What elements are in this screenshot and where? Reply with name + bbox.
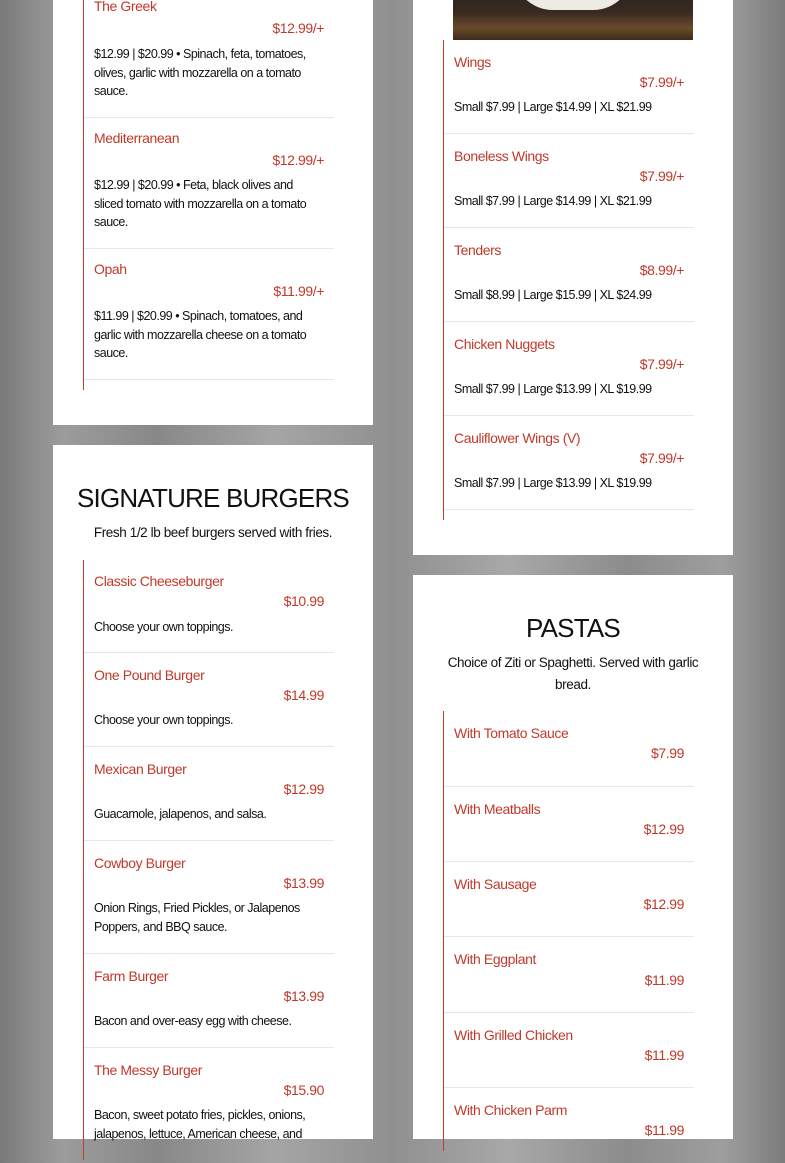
menu-item-price: $12.99/+ [272, 152, 324, 168]
menu-item-description: Bacon and over-easy egg with cheese. [94, 1014, 292, 1028]
menu-item-description: Choose your own toppings. [94, 620, 233, 634]
menu-item-price: $12.99/+ [272, 20, 324, 36]
menu-item[interactable] [444, 40, 694, 134]
menu-item-name: With Chicken Parm [454, 1102, 568, 1118]
menu-item-price: $11.99 [644, 1047, 684, 1063]
menu-item-price: $13.99 [283, 988, 324, 1004]
menu-item-description: Small $7.99 | Large $13.99 | XL $19.99 [454, 382, 652, 396]
menu-item[interactable] [84, 1048, 334, 1158]
menu-item-price: $13.99 [283, 875, 324, 891]
menu-item-price: $14.99 [283, 687, 324, 703]
menu-item[interactable] [84, 560, 334, 653]
menu-item-description: Small $7.99 | Large $14.99 | XL $21.99 [454, 194, 652, 208]
menu-item[interactable] [444, 322, 694, 416]
menu-item-name: Mexican Burger [94, 761, 187, 777]
menu-item-description: Bacon, sweet potato fries, pickles, onions, jalapenos, lettuce, American cheese, and [94, 1108, 306, 1141]
menu-item-price: $11.99 [644, 1122, 684, 1138]
menu-item[interactable] [84, 653, 334, 747]
menu-item-name: With Eggplant [454, 951, 536, 967]
section-title: SIGNATURE BURGERS [77, 483, 349, 513]
wings-items-list [443, 40, 694, 520]
menu-item-name: With Meatballs [454, 801, 541, 817]
menu-item-price: $7.99 [650, 745, 684, 761]
pastas-menu-card [413, 575, 733, 1139]
menu-item-name: Boneless Wings [454, 148, 549, 164]
menu-item[interactable] [84, 747, 334, 841]
menu-item[interactable] [84, 118, 334, 249]
pastas-items-list [443, 711, 694, 1151]
menu-item-name: Cowboy Burger [94, 855, 186, 871]
section-subtitle: Fresh 1/2 lb beef burgers served with fries. [93, 525, 333, 540]
menu-item[interactable] [444, 1088, 694, 1163]
menu-item-price: $7.99/+ [639, 450, 684, 466]
menu-item-price: $12.99 [283, 781, 324, 797]
menu-item-name: One Pound Burger [94, 667, 205, 683]
burgers-items-list [83, 560, 334, 1160]
menu-item-name: The Messy Burger [94, 1062, 202, 1078]
menu-item-price: $15.90 [283, 1082, 324, 1098]
menu-item-description: Small $8.99 | Large $15.99 | XL $24.99 [454, 288, 652, 302]
menu-item-price: $10.99 [283, 593, 324, 609]
burgers-menu-card [53, 445, 373, 1139]
menu-item[interactable] [444, 937, 694, 1013]
pizza-items-list [83, 0, 334, 390]
menu-item-price: $7.99/+ [639, 74, 684, 90]
menu-item-price: $8.99/+ [639, 262, 684, 278]
menu-item-name: Wings [454, 54, 491, 70]
menu-item-name: Opah [94, 261, 127, 277]
menu-item[interactable] [444, 416, 694, 510]
menu-item-name: Mediterranean [94, 130, 180, 146]
menu-item-name: Classic Cheeseburger [94, 573, 224, 589]
menu-item-price: $12.99 [643, 896, 684, 912]
menu-item[interactable] [84, 954, 334, 1048]
menu-item[interactable] [444, 228, 694, 322]
menu-item-price: $11.99 [644, 972, 684, 988]
menu-item-price: $7.99/+ [639, 168, 684, 184]
food-photo-icon [453, 0, 693, 40]
menu-item-description: Guacamole, jalapenos, and salsa. [94, 807, 267, 821]
pizza-menu-card [53, 0, 373, 425]
menu-item[interactable] [444, 862, 694, 937]
menu-item-description: Choose your own toppings. [94, 713, 233, 727]
menu-item-description: Onion Rings, Fried Pickles, or Jalapenos Poppers, and BBQ sauce. [94, 901, 300, 934]
menu-item-name: Cauliflower Wings (V) [454, 430, 581, 446]
menu-item-description: $12.99 | $20.99 • Spinach, feta, tomatoes, olives, garlic with mozzarella on a tomato sauce. [94, 47, 306, 98]
menu-item[interactable] [84, 0, 334, 118]
menu-item-name: The Greek [94, 0, 157, 14]
wings-menu-card [413, 0, 733, 555]
section-title: PASTAS [526, 613, 620, 643]
menu-item-name: With Grilled Chicken [454, 1027, 573, 1043]
section-subtitle: Choice of Ziti or Spaghetti. Served with garlic bread. [447, 655, 699, 692]
menu-item-description: Small $7.99 | Large $13.99 | XL $19.99 [454, 476, 652, 490]
menu-item-description: $11.99 | $20.99 • Spinach, tomatoes, and garlic with mozzarella cheese on a tomato sauce. [94, 309, 307, 360]
menu-item-name: With Tomato Sauce [454, 725, 569, 741]
menu-item-name: With Sausage [454, 876, 537, 892]
menu-item-price: $11.99/+ [273, 283, 324, 299]
menu-item[interactable] [84, 249, 334, 380]
menu-item[interactable] [444, 711, 694, 787]
menu-item-price: $7.99/+ [639, 356, 684, 372]
menu-item[interactable] [444, 1013, 694, 1088]
menu-item-name: Tenders [454, 242, 502, 258]
menu-item-name: Chicken Nuggets [454, 336, 555, 352]
menu-item[interactable] [444, 787, 694, 862]
menu-item-description: $12.99 | $20.99 • Feta, black olives and sliced tomato with mozzarella on a tomato sauce. [94, 178, 307, 229]
menu-item[interactable] [444, 134, 694, 228]
menu-item-description: Small $7.99 | Large $14.99 | XL $21.99 [454, 100, 652, 114]
menu-item-name: Farm Burger [94, 968, 169, 984]
menu-item-price: $12.99 [643, 821, 684, 837]
menu-item[interactable] [84, 841, 334, 954]
